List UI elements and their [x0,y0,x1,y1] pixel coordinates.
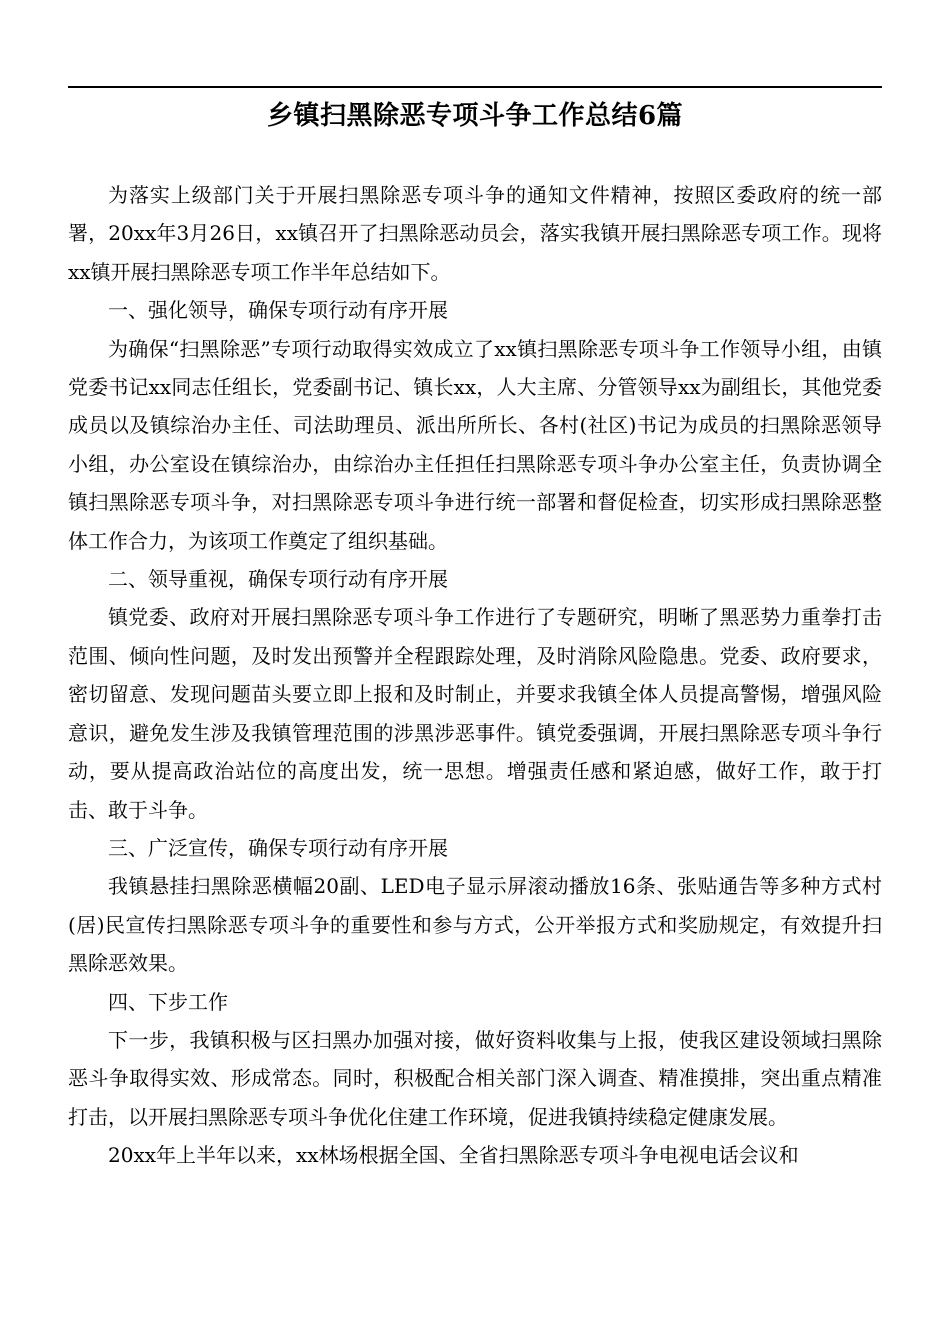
section-heading-4: 四、下步工作 [108,989,228,1014]
document-body [68,176,882,1175]
paragraph-section-1: 为确保“扫黑除恶”专项行动取得实效成立了xx镇扫黑除恶专项斗争工作领导小组，由镇党委书记xx同志任组长，党委副书记、镇长xx，人大主席、分管领导xx为副组长，其他党委成员以及镇综治办主任、司法助理员、派出所所长、各村(社区)书记为成员的扫黑除恶领导小组，办公室设在镇综治办，由综治办主任担任扫黑除恶专项斗争办公室主任，负责协调全镇扫黑除恶专项斗争，对扫黑除恶专项斗争进行统一部署和督促检查，切实形成扫黑除恶整体工作合力，为该项工作奠定了组织基础。 [68,336,882,553]
paragraph-section-3: 我镇悬挂扫黑除恶横幅20副、LED电子显示屏滚动播放16条、张贴通告等多种方式村(居)民宣传扫黑除恶专项斗争的重要性和参与方式，公开举报方式和奖励规定，有效提升扫黑除恶效果。 [68,874,882,976]
section-heading-1: 一、强化领导，确保专项行动有序开展 [108,298,448,323]
paragraph-section-2: 镇党委、政府对开展扫黑除恶专项斗争工作进行了专题研究，明晰了黑恶势力重拳打击范围、倾向性问题，及时发出预警并全程跟踪处理，及时消除风险隐患。党委、政府要求，密切留意、发现问题苗头要立即上报和及时制止，并要求我镇全体人员提高警惕，增强风险意识，避免发生涉及我镇管理范围的涉黑涉恶事件。镇党委强调，开展扫黑除恶专项斗争行动，要从提高政治站位的高度出发，统一思想。增强责任感和紧迫感，做好工作，敢于打击、敢于斗争。 [68,605,882,822]
document-title: 乡镇扫黑除恶专项斗争工作总结6篇 [266,101,684,131]
paragraph-section-4: 下一步，我镇积极与区扫黑办加强对接，做好资料收集与上报，使我区建设领域扫黑除恶斗争取得实效、形成常态。同时，积极配合相关部门深入调查、精准摸排，突出重点精准打击，以开展扫黑除恶专项斗争优化住建工作环境，促进我镇持续稳定健康发展。 [68,1027,882,1129]
section-heading-2: 二、领导重视，确保专项行动有序开展 [108,567,448,592]
header-rule [68,86,882,88]
section-heading-3: 三、广泛宣传，确保专项行动有序开展 [108,835,448,860]
paragraph-intro: 为落实上级部门关于开展扫黑除恶专项斗争的通知文件精神，按照区委政府的统一部署，20xx年3月26日，xx镇召开了扫黑除恶动员会，落实我镇开展扫黑除恶专项工作。现将xx镇开展扫黑除恶专项工作半年总结如下。 [68,183,882,284]
paragraph-next-article: 20xx年上半年以来，xx林场根据全国、全省扫黑除恶专项斗争电视电话会议和 [108,1143,799,1168]
